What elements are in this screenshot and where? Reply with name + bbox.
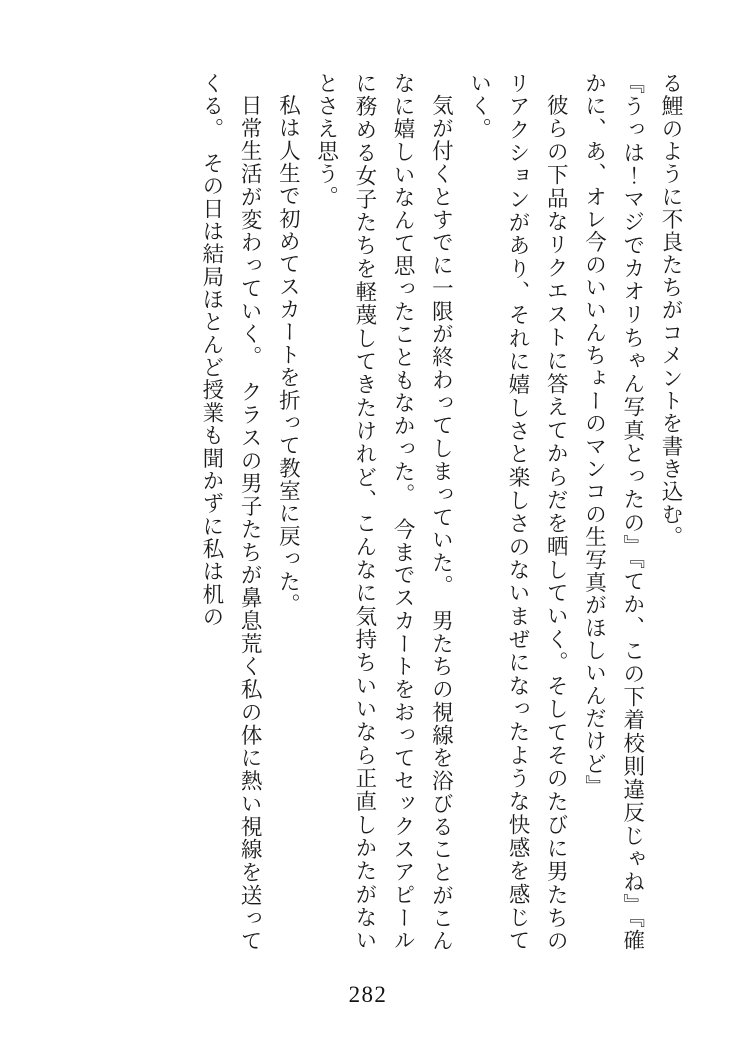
paragraph-6: 日常生活が変わっていく。 クラスの男子たちが鼻息荒く私の体に熱い視線を送ってくる。 その日は結局ほとんど授業も聞かずに私は机の xyxy=(199,72,263,952)
paragraph-5: 私は人生で初めてスカートを折って教室に戻った。 xyxy=(276,93,301,616)
paragraph-2: 『うっは！マジでカオリちゃん写真とったの』『てか、この下着校則違反じゃね』『確かに、あ、オレ今のいいんちょーのマンコの生写真がほしいんだけど』 xyxy=(582,72,645,952)
paragraph-1: る鯉のように不良たちがコメントを書き込む。 xyxy=(659,72,683,549)
paragraph-3: 彼らの下品なリクエストに答えてからだを晒していく。そしてそのたびに男たちのリアクションがあり、それに嬉しさと楽しさのないまぜになったような快感を感じていく。 xyxy=(467,72,569,952)
page-body-text xyxy=(40,72,690,952)
page-number: 282 xyxy=(348,982,388,1007)
paragraph-4: 気が付くとすでに一限が終わってしまっていた。 男たちの視線を浴びることがこんなに嬉しいなんて思ったこともなかった。 今までスカートをおってセックスアピールに務める女子たちを軽蔑してきたけれど、こんなに気持ちいいなら正直しかたがないとさえ思う。 xyxy=(314,72,454,952)
